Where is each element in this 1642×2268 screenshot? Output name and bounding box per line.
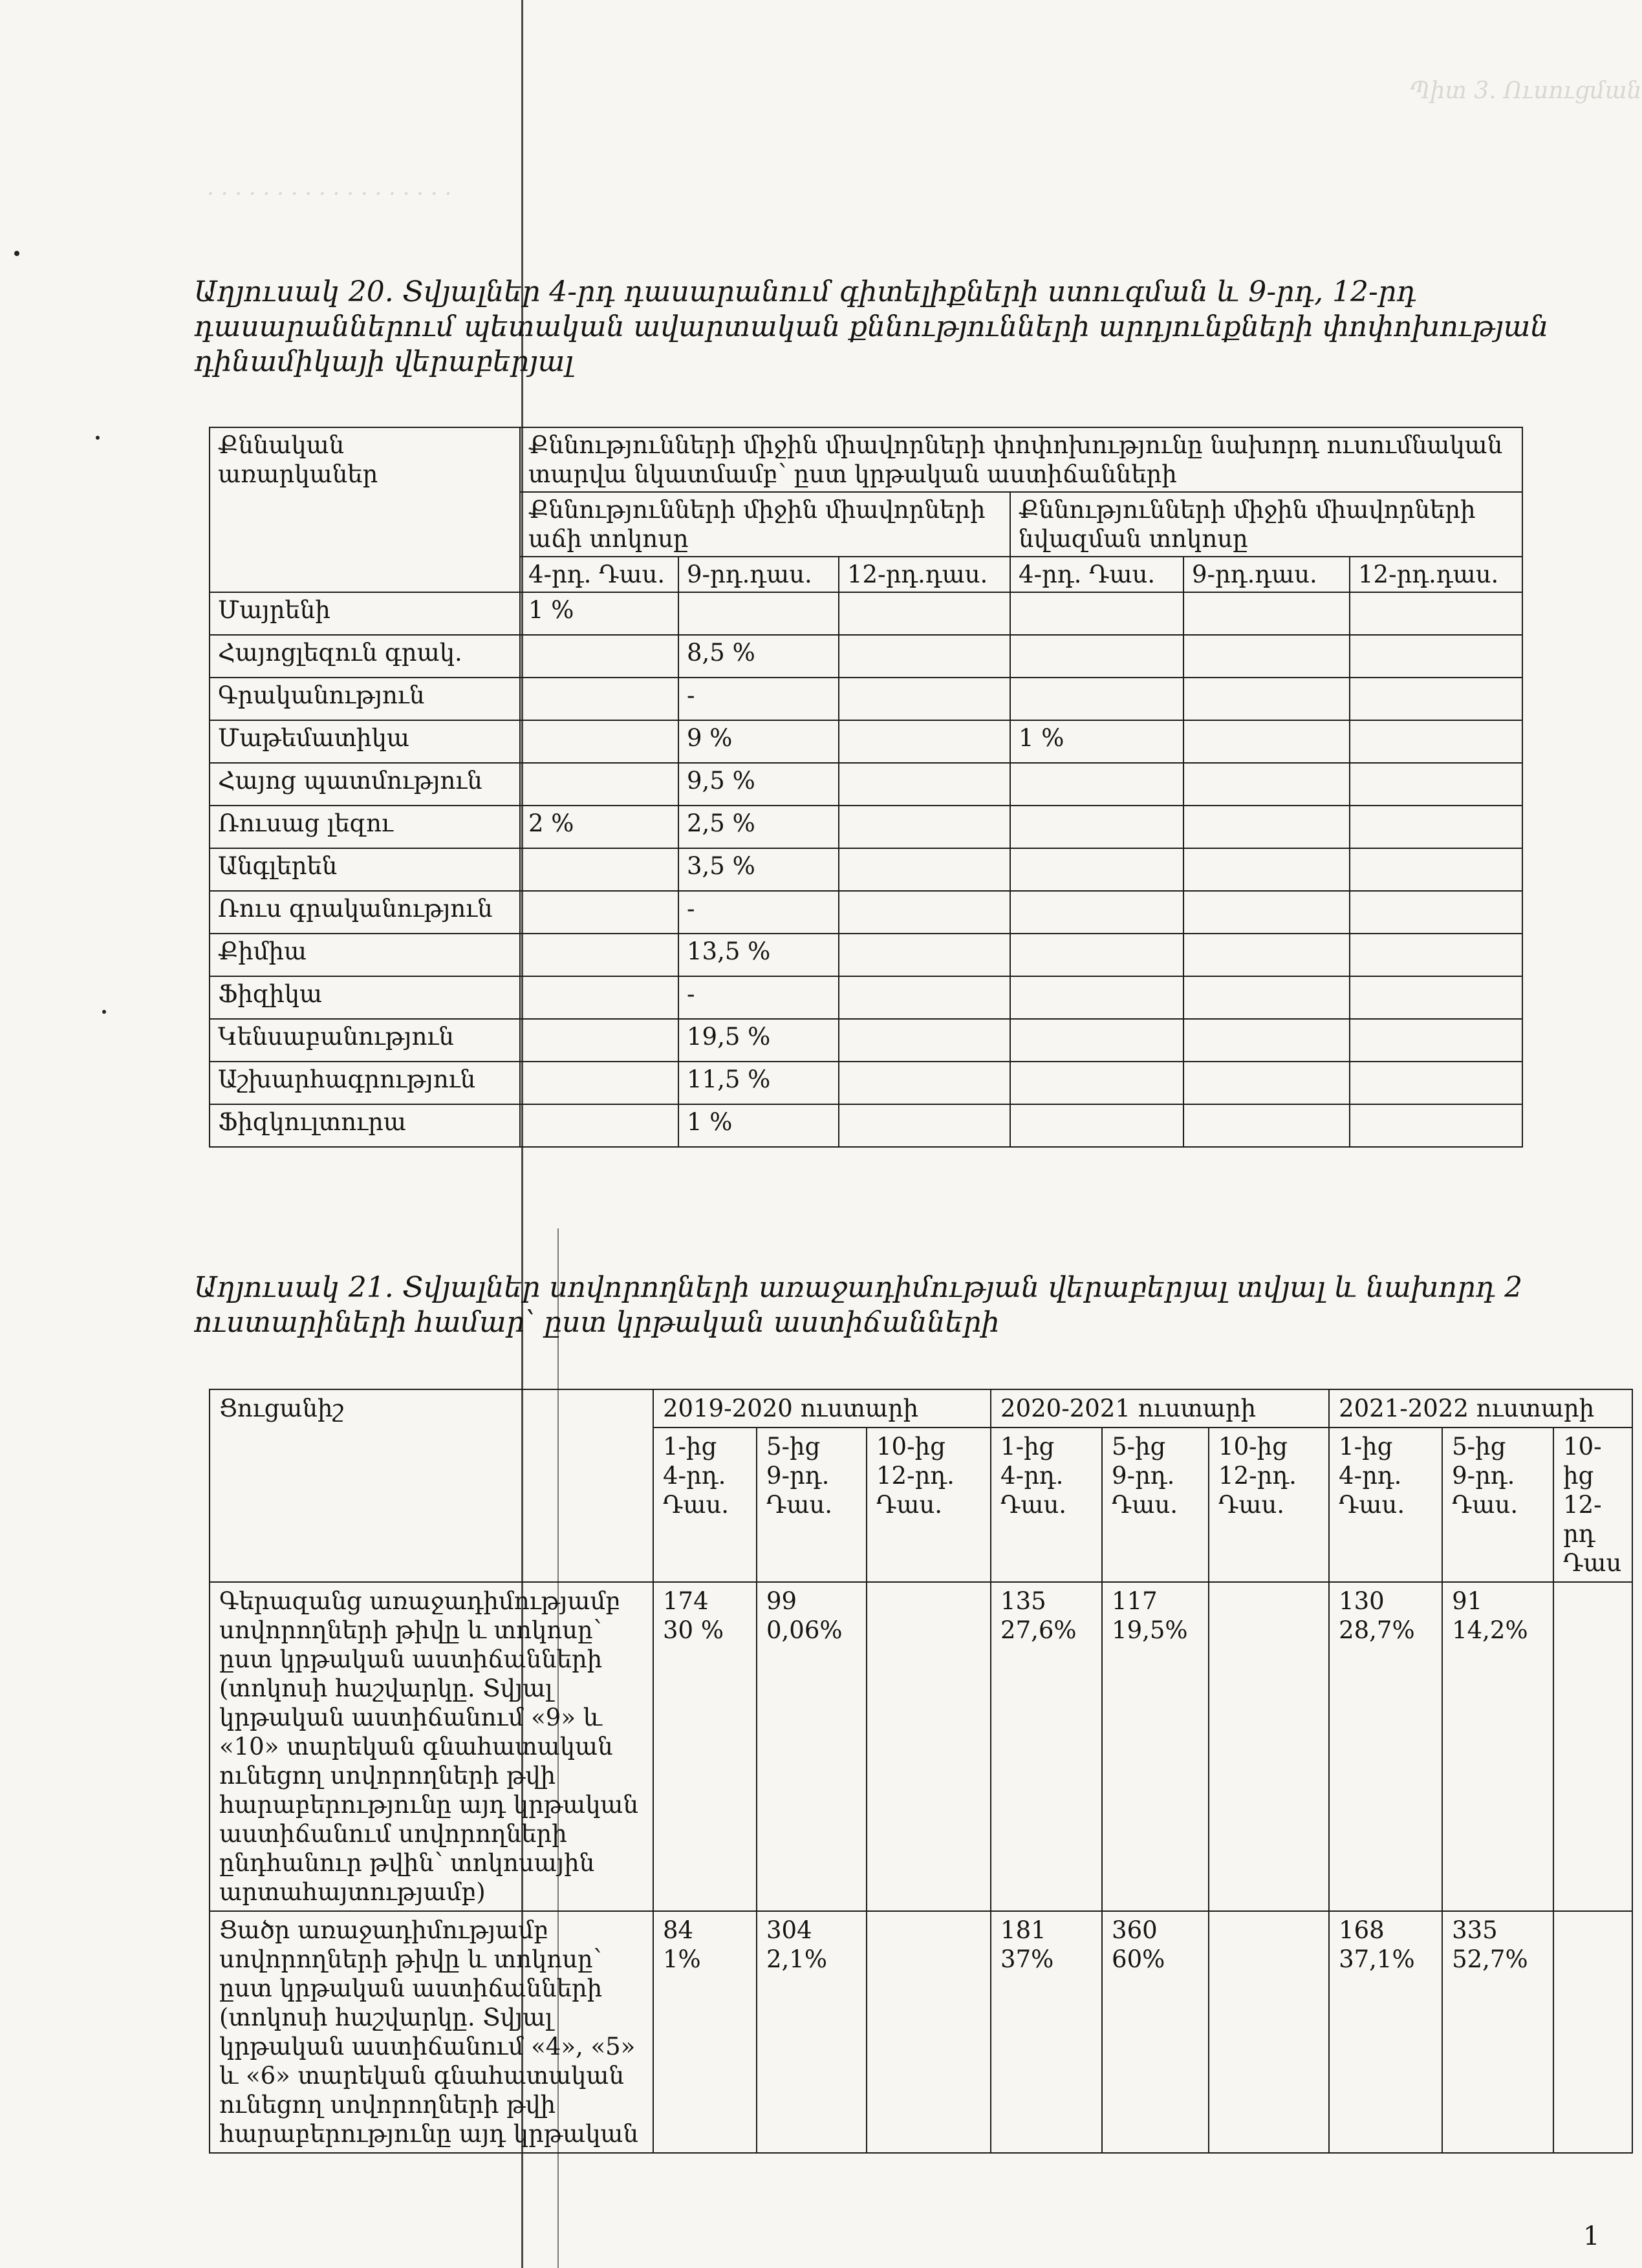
- value-cell: [1010, 848, 1183, 891]
- cell-value: 181 37%: [1000, 1916, 1054, 1973]
- grade-header: 12-րդ.դաս.: [839, 557, 1010, 592]
- table-21: [209, 1389, 1633, 2154]
- value-cell: [839, 1062, 1010, 1104]
- value-cell: [839, 1104, 1010, 1147]
- table-row: [210, 1062, 1522, 1104]
- indicator-text: Ցածր առաջադիմությամբ սովորողների թիվը և տոկոսը՝ ըստ կրթական աստիճանների (տոկոսի հաշվարկը. Տվյալ կրթական աստիճանում «4», «5» և «6» տարեկան գնահատական ունեցող սովորողների թվի հարաբերությունը այդ կրթական: [210, 1911, 653, 2153]
- value-cell: -: [678, 891, 839, 934]
- value-cell: [1102, 1911, 1209, 2153]
- value-cell: [1010, 806, 1183, 848]
- subject-name: Ռուսաց լեզու: [210, 806, 520, 848]
- grade-header: 5-ից 9-րդ. Դաս.: [1102, 1428, 1209, 1582]
- subject-name: Մաթեմատիկա: [210, 720, 520, 763]
- value-cell: [1010, 1019, 1183, 1062]
- value-cell: [520, 720, 678, 763]
- subjects-header: Քննական առարկաներ: [210, 427, 520, 592]
- grade-header: 9-րդ.դաս.: [678, 557, 839, 592]
- value-cell: [1553, 1911, 1632, 2153]
- grade-header: 4-րդ. Դաս.: [520, 557, 678, 592]
- value-cell: [1183, 806, 1350, 848]
- scan-speck: [102, 1010, 106, 1014]
- table-21-caption: Աղյուսակ 21. Տվյալներ սովորողների առաջադիմության վերաբերյալ տվյալ և նախորդ 2 ուստարիների համար՝ ըստ կրթական աստիճանների: [194, 1271, 1523, 1339]
- value-cell: 1 %: [1010, 720, 1183, 763]
- value-cell: [839, 848, 1010, 891]
- cell-value: 135 27,6%: [1000, 1587, 1077, 1644]
- grade-header: 1-ից 4-րդ. Դաս.: [1329, 1428, 1442, 1582]
- grade-header: 1-ից 4-րդ. Դաս.: [653, 1428, 757, 1582]
- value-cell: [1350, 1019, 1522, 1062]
- table-row: [210, 592, 1522, 635]
- table-row: [210, 934, 1522, 976]
- value-cell: [867, 1582, 991, 1911]
- value-cell: 3,5 %: [678, 848, 839, 891]
- value-cell: [1350, 635, 1522, 678]
- value-cell: [653, 1582, 757, 1911]
- year-header: 2019-2020 ուստարի: [653, 1389, 991, 1428]
- grade-header: 4-րդ. Դաս.: [1010, 557, 1183, 592]
- value-cell: [520, 1062, 678, 1104]
- cell-value: 84 1%: [663, 1916, 701, 1973]
- value-cell: [520, 976, 678, 1019]
- value-cell: [653, 1911, 757, 2153]
- value-cell: [678, 592, 839, 635]
- grade-header: 10-ից 12-րդ. Դաս.: [1209, 1428, 1329, 1582]
- value-cell: [1183, 976, 1350, 1019]
- value-cell: [1183, 763, 1350, 806]
- grade-header: 5-ից 9-րդ. Դաս.: [1442, 1428, 1553, 1582]
- value-cell: [1209, 1911, 1329, 2153]
- value-cell: [1010, 976, 1183, 1019]
- value-cell: 19,5 %: [678, 1019, 839, 1062]
- cell-value: 130 28,7%: [1339, 1587, 1415, 1644]
- grade-header: 1-ից 4-րդ. Դաս.: [991, 1428, 1102, 1582]
- table-row: [210, 1019, 1522, 1062]
- value-cell: [991, 1582, 1102, 1911]
- value-cell: [520, 763, 678, 806]
- value-cell: [1350, 763, 1522, 806]
- value-cell: [1350, 806, 1522, 848]
- value-cell: -: [678, 976, 839, 1019]
- grade-header: 10-ից 12-րդ Դաս: [1553, 1428, 1632, 1582]
- value-cell: [839, 635, 1010, 678]
- subject-name: Ֆիզիկա: [210, 976, 520, 1019]
- decline-header: Քննությունների միջին միավորների նվազման տոկոսը: [1010, 492, 1522, 557]
- value-cell: [1350, 592, 1522, 635]
- indicator-header: Ցուցանիշ: [210, 1389, 653, 1582]
- value-cell: [1350, 678, 1522, 720]
- subject-name: Ֆիզկուլտուրա: [210, 1104, 520, 1147]
- value-cell: [1010, 635, 1183, 678]
- value-cell: [1183, 635, 1350, 678]
- table-row: [210, 1911, 1632, 2153]
- value-cell: [520, 934, 678, 976]
- value-cell: [1183, 592, 1350, 635]
- table-20-caption: Աղյուսակ 20. Տվյալներ 4-րդ դասարանում գիտելիքների ստուգման և 9-րդ, 12-րդ դասարաններում պետական ավարտական քննությունների արդյունքների փոփոխության դինամիկայի վերաբերյալ: [194, 275, 1549, 378]
- cell-value: 174 30 %: [663, 1587, 724, 1644]
- value-cell: [1350, 891, 1522, 934]
- value-cell: [1183, 678, 1350, 720]
- value-cell: [839, 592, 1010, 635]
- change-header: Քննությունների միջին միավորների փոփոխությունը նախորդ ուսումնական տարվա նկատմամբ՝ ըստ կրթական աստիճանների: [520, 427, 1522, 492]
- grade-header: 5-ից 9-րդ. Դաս.: [757, 1428, 867, 1582]
- value-cell: [1442, 1582, 1553, 1911]
- value-cell: 2,5 %: [678, 806, 839, 848]
- table-20: [209, 427, 1523, 1148]
- value-cell: [1010, 891, 1183, 934]
- value-cell: 9,5 %: [678, 763, 839, 806]
- table-row: [210, 806, 1522, 848]
- grade-header: 9-րդ.դաս.: [1183, 557, 1350, 592]
- value-cell: [839, 891, 1010, 934]
- table-row: [210, 1582, 1632, 1911]
- value-cell: [991, 1911, 1102, 2153]
- value-cell: [1010, 1062, 1183, 1104]
- value-cell: [1102, 1582, 1209, 1911]
- subject-name: Ռուս գրականություն: [210, 891, 520, 934]
- value-cell: [839, 976, 1010, 1019]
- value-cell: [757, 1911, 867, 2153]
- bleed-through-text: · · · · · · · · · · · · · · · · · ·: [207, 181, 452, 207]
- cell-value: 168 37,1%: [1339, 1916, 1415, 1973]
- value-cell: 1 %: [678, 1104, 839, 1147]
- table-row: [210, 763, 1522, 806]
- value-cell: 1 %: [520, 592, 678, 635]
- cell-value: 117 19,5%: [1112, 1587, 1188, 1644]
- scan-speck: [14, 251, 19, 256]
- value-cell: [1183, 934, 1350, 976]
- subject-name: Կենսաբանություն: [210, 1019, 520, 1062]
- year-header: 2020-2021 ուստարի: [991, 1389, 1329, 1428]
- value-cell: 13,5 %: [678, 934, 839, 976]
- subject-name: Մայրենի: [210, 592, 520, 635]
- value-cell: [1010, 1104, 1183, 1147]
- subject-name: Քիմիա: [210, 934, 520, 976]
- value-cell: [1350, 934, 1522, 976]
- table-row: [210, 678, 1522, 720]
- value-cell: [1183, 720, 1350, 763]
- value-cell: [520, 635, 678, 678]
- value-cell: [1209, 1582, 1329, 1911]
- cell-value: 304 2,1%: [766, 1916, 827, 1973]
- grade-header: 12-րդ.դաս.: [1350, 557, 1522, 592]
- grade-header: 10-ից 12-րդ. Դաս.: [867, 1428, 991, 1582]
- value-cell: [757, 1582, 867, 1911]
- value-cell: 11,5 %: [678, 1062, 839, 1104]
- cell-value: 99 0,06%: [766, 1587, 843, 1644]
- subject-name: Գրականություն: [210, 678, 520, 720]
- value-cell: [1350, 1104, 1522, 1147]
- value-cell: [1010, 934, 1183, 976]
- table-row: [210, 1104, 1522, 1147]
- value-cell: [520, 848, 678, 891]
- indicator-text: Գերազանց առաջադիմությամբ սովորողների թիվը և տոկոսը՝ ըստ կրթական աստիճանների (տոկոսի հաշվարկը. Տվյալ կրթական աստիճանում «9» և «10» տարեկան գնահատական ունեցող սովորողների թվի հարաբերությունը այդ կրթական աստիճանում սովորողների ընդհանուր թվին՝ տոկոսային արտահայտությամբ): [210, 1582, 653, 1911]
- value-cell: 2 %: [520, 806, 678, 848]
- value-cell: [1350, 848, 1522, 891]
- cell-value: 335 52,7%: [1452, 1916, 1528, 1973]
- bleed-through-text: Պիտ 3. Ուսուցման: [1410, 78, 1642, 104]
- value-cell: [1350, 720, 1522, 763]
- value-cell: [839, 934, 1010, 976]
- value-cell: 8,5 %: [678, 635, 839, 678]
- table-row: [210, 720, 1522, 763]
- value-cell: [520, 891, 678, 934]
- table-row: [210, 848, 1522, 891]
- value-cell: [1010, 763, 1183, 806]
- page-number: 1: [1583, 2221, 1600, 2251]
- value-cell: [1010, 678, 1183, 720]
- subject-name: Հայոցլեզուն գրակ.: [210, 635, 520, 678]
- value-cell: [1010, 592, 1183, 635]
- value-cell: [839, 1019, 1010, 1062]
- value-cell: [1183, 891, 1350, 934]
- value-cell: [1183, 1062, 1350, 1104]
- subject-name: Հայոց պատմություն: [210, 763, 520, 806]
- value-cell: [1442, 1911, 1553, 2153]
- value-cell: [520, 1104, 678, 1147]
- value-cell: [839, 806, 1010, 848]
- value-cell: [520, 678, 678, 720]
- value-cell: [1183, 1104, 1350, 1147]
- table-row: [210, 635, 1522, 678]
- value-cell: [1553, 1582, 1632, 1911]
- scan-speck: [96, 436, 100, 440]
- value-cell: [520, 1019, 678, 1062]
- value-cell: [1183, 1019, 1350, 1062]
- subject-name: Աշխարհագրություն: [210, 1062, 520, 1104]
- table-row: [210, 891, 1522, 934]
- value-cell: [1329, 1911, 1442, 2153]
- growth-header: Քննությունների միջին միավորների աճի տոկոսը: [520, 492, 1010, 557]
- cell-value: 91 14,2%: [1452, 1587, 1528, 1644]
- value-cell: [839, 720, 1010, 763]
- cell-value: 360 60%: [1112, 1916, 1165, 1973]
- value-cell: -: [678, 678, 839, 720]
- value-cell: 9 %: [678, 720, 839, 763]
- value-cell: [1350, 1062, 1522, 1104]
- value-cell: [839, 763, 1010, 806]
- value-cell: [839, 678, 1010, 720]
- value-cell: [867, 1911, 991, 2153]
- table-row: [210, 976, 1522, 1019]
- value-cell: [1329, 1582, 1442, 1911]
- value-cell: [1183, 848, 1350, 891]
- value-cell: [1350, 976, 1522, 1019]
- subject-name: Անգլերեն: [210, 848, 520, 891]
- year-header: 2021-2022 ուստարի: [1329, 1389, 1632, 1428]
